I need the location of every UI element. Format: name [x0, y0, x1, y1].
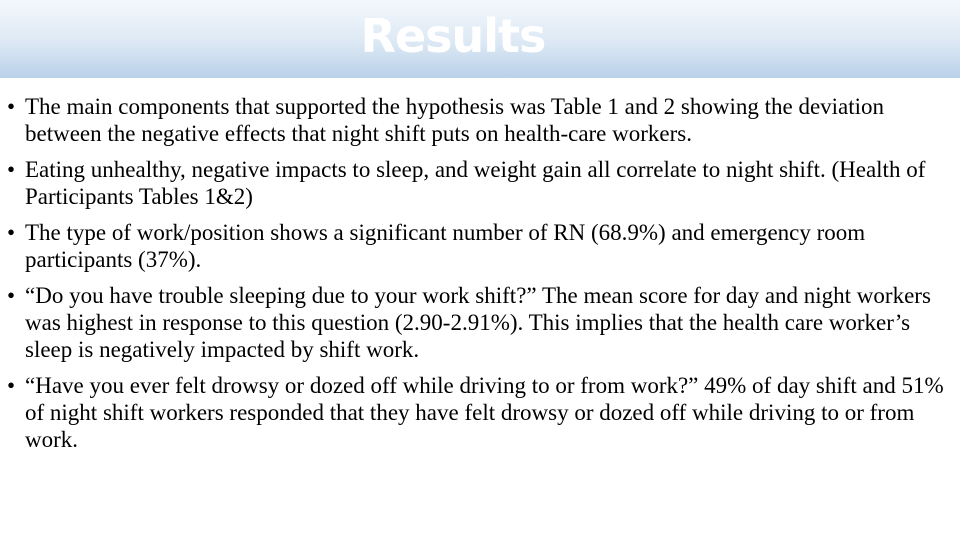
bullet-icon: • — [7, 157, 16, 182]
bullet-item — [0, 282, 948, 363]
bullet-icon: • — [7, 283, 16, 308]
bullet-item — [0, 156, 948, 210]
bullet-item — [0, 219, 948, 273]
bullet-list — [0, 93, 948, 462]
bullet-text: Eating unhealthy, negative impacts to sleep, and weight gain all correlate to night shift. (Health of Participants Tables 1&2) — [25, 157, 926, 209]
bullet-icon: • — [7, 94, 16, 119]
bullet-icon: • — [7, 220, 16, 245]
slide-title: Results — [360, 9, 546, 63]
bullet-text: “Have you ever felt drowsy or dozed off while driving to or from work?” 49% of day shift and 51% of night shift workers responded that they have felt drowsy or dozed off while driving to or from work. — [25, 373, 944, 452]
bullet-item — [0, 372, 948, 453]
bullet-item — [0, 93, 948, 147]
bullet-text: “Do you have trouble sleeping due to your work shift?” The mean score for day and night workers was highest in response to this question (2.90-2.91%). This implies that the health care worker’s sleep is negatively impacted by shift work. — [25, 283, 931, 362]
bullet-text: The main components that supported the hypothesis was Table 1 and 2 showing the deviation between the negative effects that night shift puts on health-care workers. — [25, 94, 885, 146]
bullet-text: The type of work/position shows a significant number of RN (68.9%) and emergency room participants (37%). — [25, 220, 866, 272]
bullet-icon: • — [7, 373, 16, 398]
